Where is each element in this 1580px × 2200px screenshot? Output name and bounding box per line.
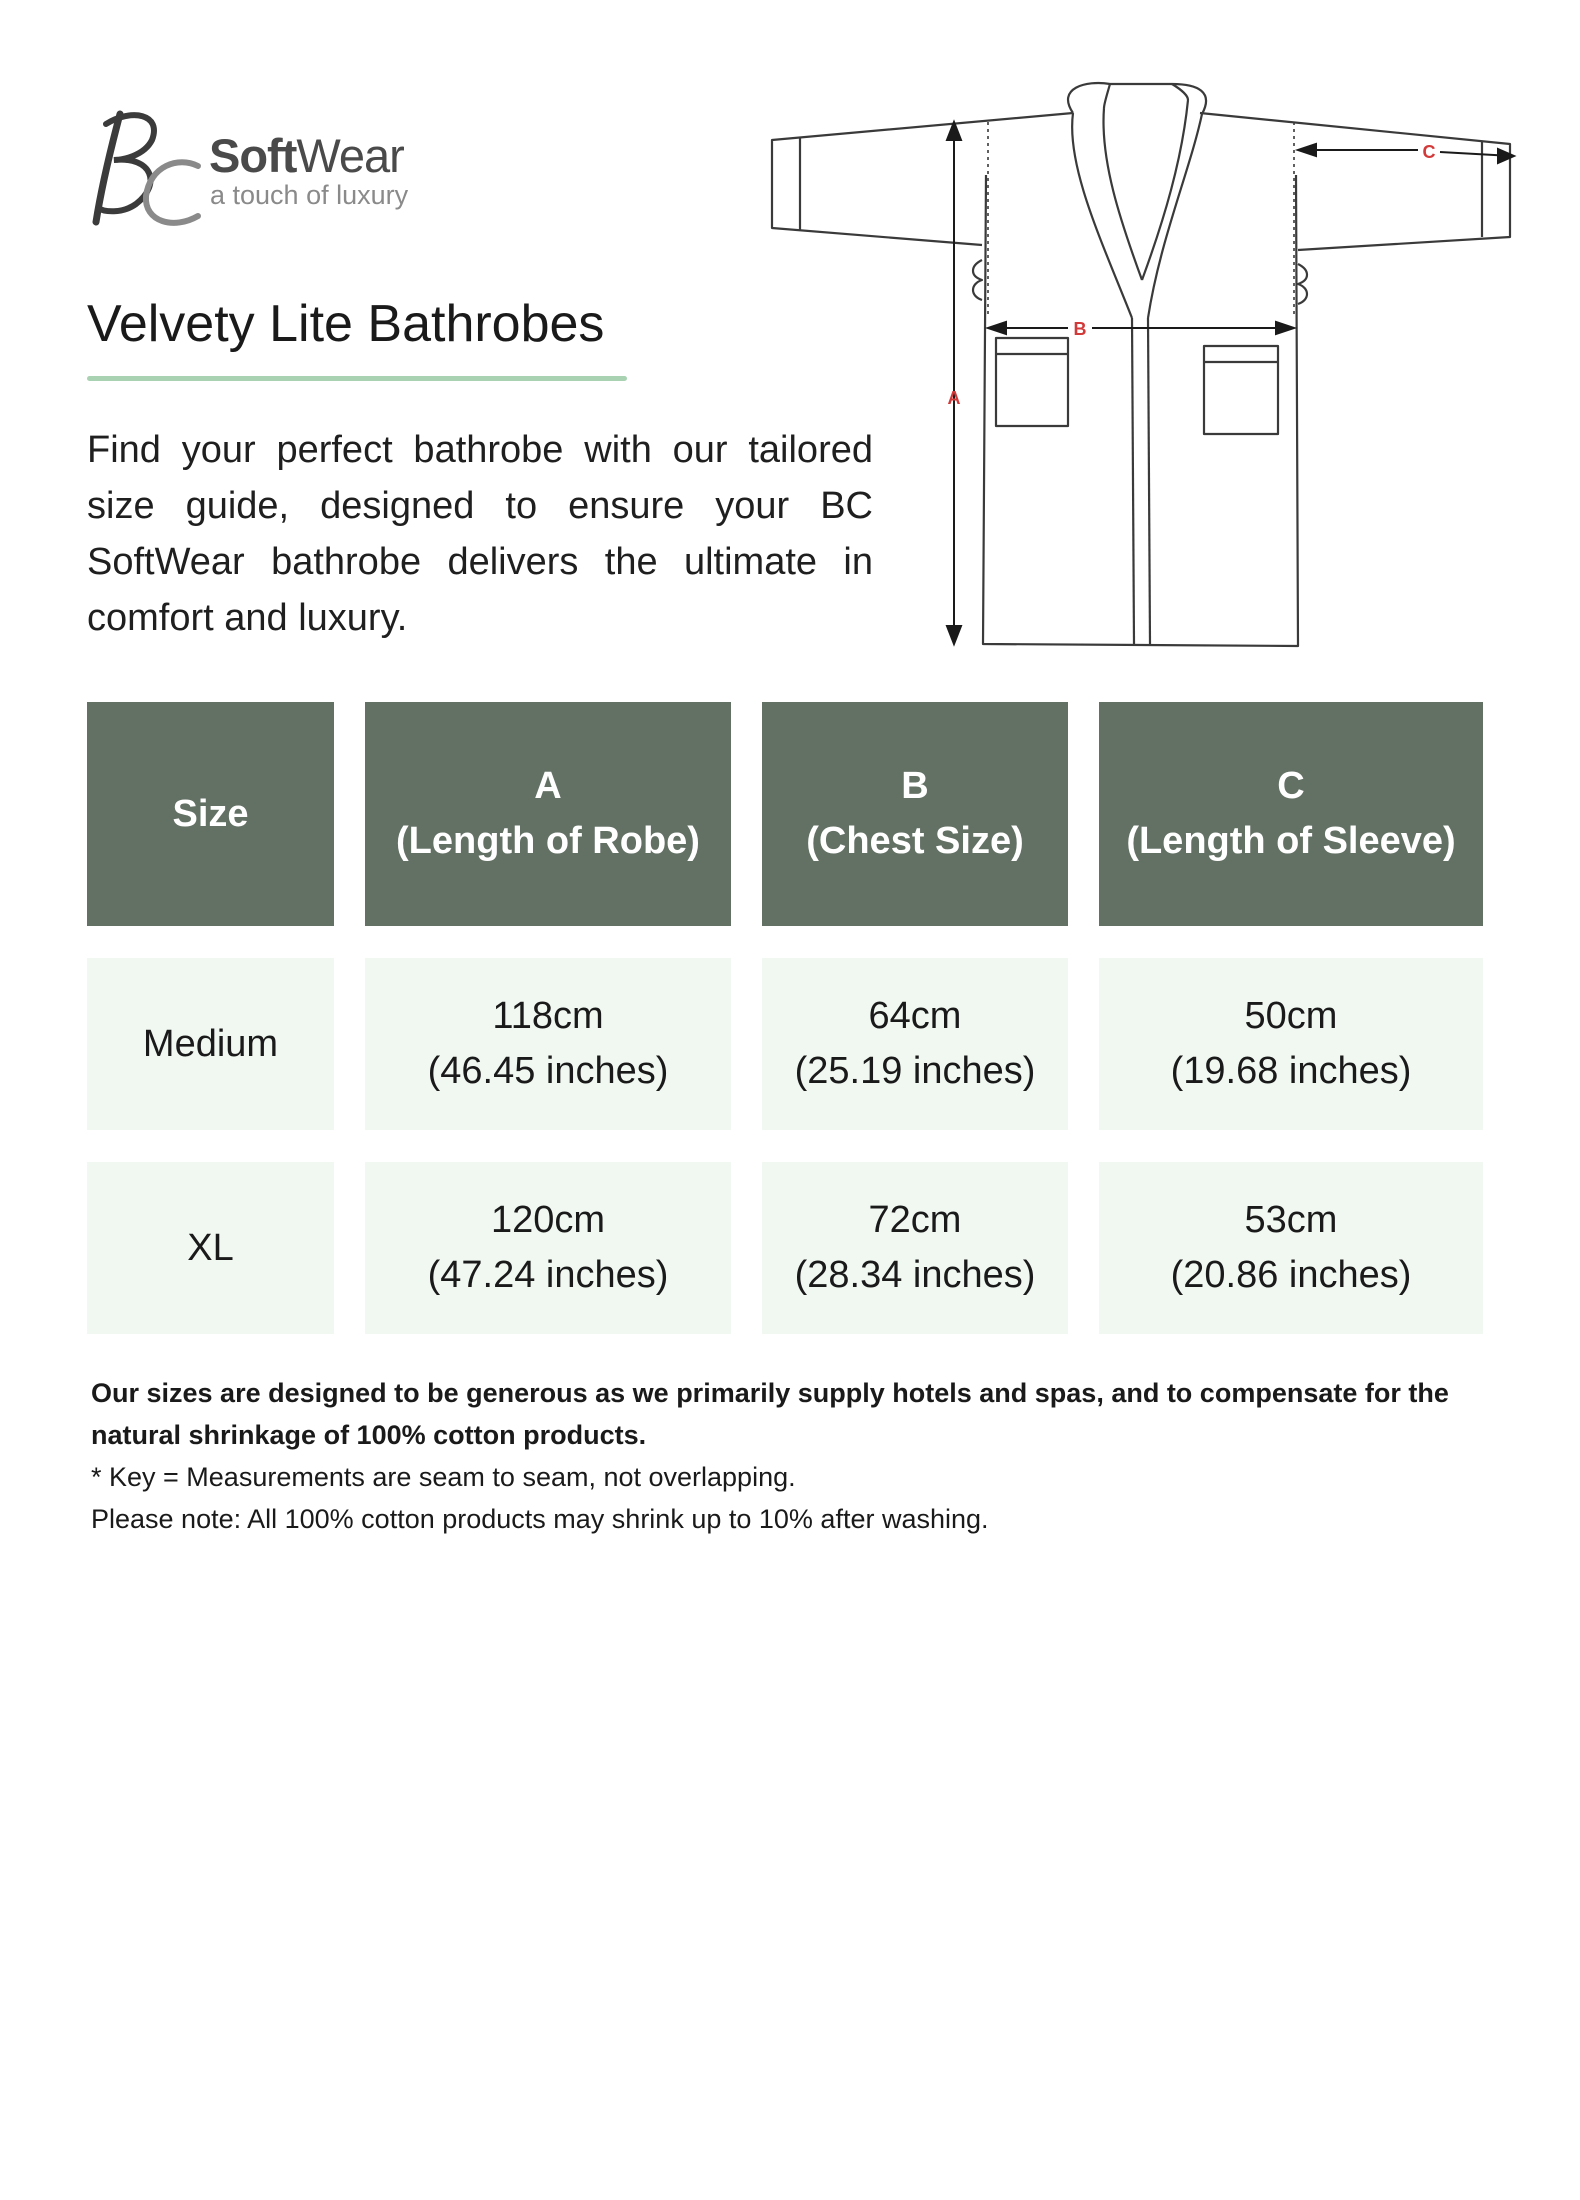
- length-in: (47.24 inches): [427, 1254, 669, 1296]
- brand-name-wear: Wear: [296, 129, 404, 182]
- belt-loop-left: [973, 260, 982, 300]
- front-placket-left: [1132, 318, 1134, 644]
- sleeve-in: (20.86 inches): [1170, 1254, 1412, 1296]
- arrow-c-left: [1298, 144, 1316, 156]
- robe-body: [983, 175, 1298, 646]
- left-sleeve: [772, 113, 1073, 245]
- table-row: [87, 1162, 1483, 1334]
- sleeve-cm: 50cm: [1244, 995, 1338, 1037]
- arrow-b-right: [1276, 322, 1294, 334]
- header-c: [1099, 702, 1483, 926]
- table-row: [87, 958, 1483, 1130]
- length-cm: 120cm: [490, 1199, 606, 1241]
- size-cell: XL: [87, 1162, 334, 1334]
- size-notes: [91, 1372, 1511, 1540]
- brand-name: [209, 128, 404, 183]
- generous-sizing-note: Our sizes are designed to be generous as we primarily supply hotels and spas, and to compensate for the natural shrinkage of 100% cotton products.: [91, 1378, 1449, 1450]
- header-size: [87, 702, 334, 926]
- size-cell: Medium: [87, 958, 334, 1130]
- header-size-label: Size: [172, 792, 249, 835]
- left-lapel-inner: [1103, 108, 1142, 280]
- size-chart-table: [87, 702, 1483, 1334]
- chest-cm: 64cm: [868, 995, 962, 1037]
- sleeve-cm: 53cm: [1244, 1199, 1338, 1241]
- bathrobe-diagram: [770, 70, 1520, 650]
- length-in: (46.45 inches): [427, 1050, 669, 1092]
- left-pocket: [996, 338, 1068, 426]
- header-b-letter: B: [901, 765, 929, 807]
- sleeve-in: (19.68 inches): [1170, 1050, 1412, 1092]
- brand-tagline: a touch of luxury: [210, 180, 409, 210]
- chest-cm: 72cm: [868, 1199, 962, 1241]
- title-underline: [87, 376, 627, 381]
- chest-in: (25.19 inches): [794, 1050, 1036, 1092]
- page-title: Velvety Lite Bathrobes: [87, 295, 605, 353]
- bc-monogram-logo: [92, 104, 212, 234]
- chest-in: (28.34 inches): [794, 1254, 1036, 1296]
- right-sleeve: [1200, 113, 1510, 250]
- dimension-label-c: C: [1422, 142, 1436, 162]
- length-cm: 118cm: [492, 995, 604, 1037]
- header-a-desc: (Length of Robe): [396, 820, 700, 862]
- header-a: [365, 702, 731, 926]
- brand-logo: [92, 104, 452, 234]
- chest-cell: [762, 1162, 1068, 1334]
- sleeve-cell: [1099, 1162, 1483, 1334]
- left-lapel-outer: [1072, 113, 1132, 318]
- measurement-key-note: * Key = Measurements are seam to seam, not overlapping.: [91, 1462, 796, 1492]
- header-c-desc: (Length of Sleeve): [1126, 820, 1456, 862]
- header-c-letter: C: [1277, 765, 1305, 807]
- header-a-letter: A: [534, 765, 562, 807]
- arrow-a-bottom: [947, 626, 961, 644]
- length-cell: [365, 958, 731, 1130]
- arrow-b-left: [988, 322, 1006, 334]
- front-placket-right: [1148, 318, 1150, 644]
- arrow-c-right: [1498, 149, 1514, 163]
- table-header-row: [87, 702, 1483, 926]
- chest-cell: [762, 958, 1068, 1130]
- shrinkage-note: Please note: All 100% cotton products may shrink up to 10% after washing.: [91, 1504, 989, 1534]
- belt-loop-right: [1298, 264, 1307, 304]
- dimension-label-a: A: [947, 388, 961, 408]
- brand-name-soft: Soft: [209, 129, 297, 182]
- sleeve-cell: [1099, 958, 1483, 1130]
- header-b-desc: (Chest Size): [806, 820, 1024, 862]
- dimension-label-b: B: [1073, 319, 1087, 339]
- length-cell: [365, 1162, 731, 1334]
- intro-paragraph: Find your perfect bathrobe with our tailored size guide, designed to ensure your BC SoftWear bathrobe delivers the ultimate in comfort and luxury.: [87, 429, 873, 639]
- header-b: [762, 702, 1068, 926]
- right-pocket: [1204, 346, 1278, 434]
